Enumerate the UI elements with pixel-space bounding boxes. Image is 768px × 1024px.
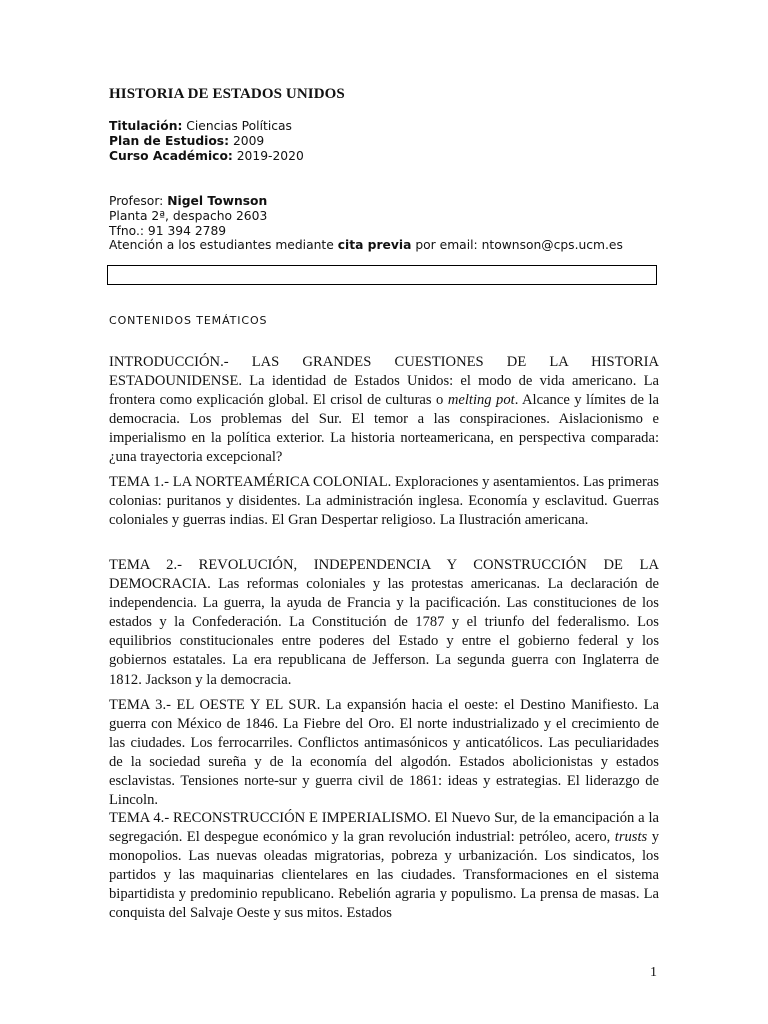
plan-value: 2009: [229, 134, 265, 148]
tema4-emphasis: trusts: [614, 829, 648, 846]
paragraph-tema-1: TEMA 1.- LA NORTEAMÉRICA COLONIAL. Exploraciones y asentamientos. Las primeras colonias: puritanos y disidentes. La administración inglesa. Economía y esclavitud. Guerras coloniales y guerras indias. El Gran Despertar religioso. La Ilustración americana.: [109, 474, 659, 529]
intro-text-a: INTRODUCCIÓN.- LAS GRANDES CUESTIONES DE LA HISTORIA ESTADOUNIDENSE. La identidad de Estados Unidos: el modo de vida americano. La frontera como explicación global. El crisol de culturas o: [109, 354, 659, 409]
titulacion-line: [109, 119, 292, 134]
section-title: CONTENIDOS TEMÁTICOS: [109, 314, 268, 327]
paragraph-introduccion: [109, 353, 659, 468]
titulacion-value: Ciencias Políticas: [182, 119, 292, 133]
attention-email: por email: ntownson@cps.ucm.es: [411, 238, 623, 252]
profesor-name: Nigel Townson: [167, 194, 268, 208]
profesor-label: Profesor:: [109, 194, 168, 208]
paragraph-tema-3: TEMA 3.- EL OESTE Y EL SUR. La expansión hacia el oeste: el Destino Manifiesto. La guerra con México de 1846. La Fiebre del Oro. El norte industrializado y el crecimiento de las ciudades. Los ferrocarriles. Conflictos antimasónicos y anticatólicos. Las peculiaridades de la sociedad sureña y de la economía del algodón. Estados abolicionistas y estados esclavistas. Tensiones norte-sur y guerra civil de 1861: ideas y estrategias. El liderazgo de Lincoln.: [109, 697, 659, 809]
paragraph-tema-2: TEMA 2.- REVOLUCIÓN, INDEPENDENCIA Y CONSTRUCCIÓN DE LA DEMOCRACIA. Las reformas coloniales y las protestas americanas. La declaración de independencia. La guerra, la ayuda de Francia y la pacificación. Las constituciones de los estados y la Confederación. La Constitución de 1787 y el triunfo del federalismo. Los equilibrios constitucionales entre poderes del Estado y entre el gobierno federal y los gobiernos estatales. La era republicana de Jefferson. La segunda guerra con Inglaterra de 1812. Jackson y la democracia.: [109, 557, 659, 688]
tema4-text-b: y monopolios. Las nuevas oleadas migratorias, pobreza y urbanización. Los sindicatos, los partidos y las maquinarias clientelares en las ciudades. Transformaciones en el sistema bipartidista y predominio republicano. Rebelión agraria y populismo. La prensa de masas. La conquista del Salvaje Oeste y sus mitos. Estados: [109, 829, 659, 922]
plan-label: Plan de Estudios:: [109, 134, 230, 148]
phone-line: Tfno.: 91 394 2789: [109, 224, 227, 238]
page-number: 1: [650, 965, 657, 980]
office-line: Planta 2ª, despacho 2603: [109, 209, 268, 223]
curso-line: [109, 149, 304, 164]
paragraph-tema-4: [109, 809, 659, 924]
curso-label: Curso Académico:: [109, 149, 233, 163]
tema4-text-a: TEMA 4.- RECONSTRUCCIÓN E IMPERIALISMO. El Nuevo Sur, de la emancipación a la segregación. El despegue económico y la gran revolución industrial: petróleo, acero,: [109, 810, 659, 846]
titulacion-label: Titulación:: [109, 119, 183, 133]
attention-bold: cita previa: [337, 238, 412, 252]
profesor-line: [109, 194, 267, 209]
document-title: HISTORIA DE ESTADOS UNIDOS: [109, 86, 345, 102]
intro-text-b: . Alcance y límites de la democracia. Los problemas del Sur. El temor a las conspiraciones. Aislacionismo e imperialismo en la política exterior. La historia norteamericana, en perspectiva comparada: ¿una trayectoria excepcional?: [109, 392, 659, 466]
attention-line: [109, 238, 623, 253]
plan-line: [109, 134, 264, 149]
empty-box: [107, 265, 657, 285]
curso-value: 2019-2020: [232, 149, 304, 163]
attention-pre: Atención a los estudiantes mediante: [109, 238, 338, 252]
intro-emphasis: melting pot: [447, 392, 515, 409]
